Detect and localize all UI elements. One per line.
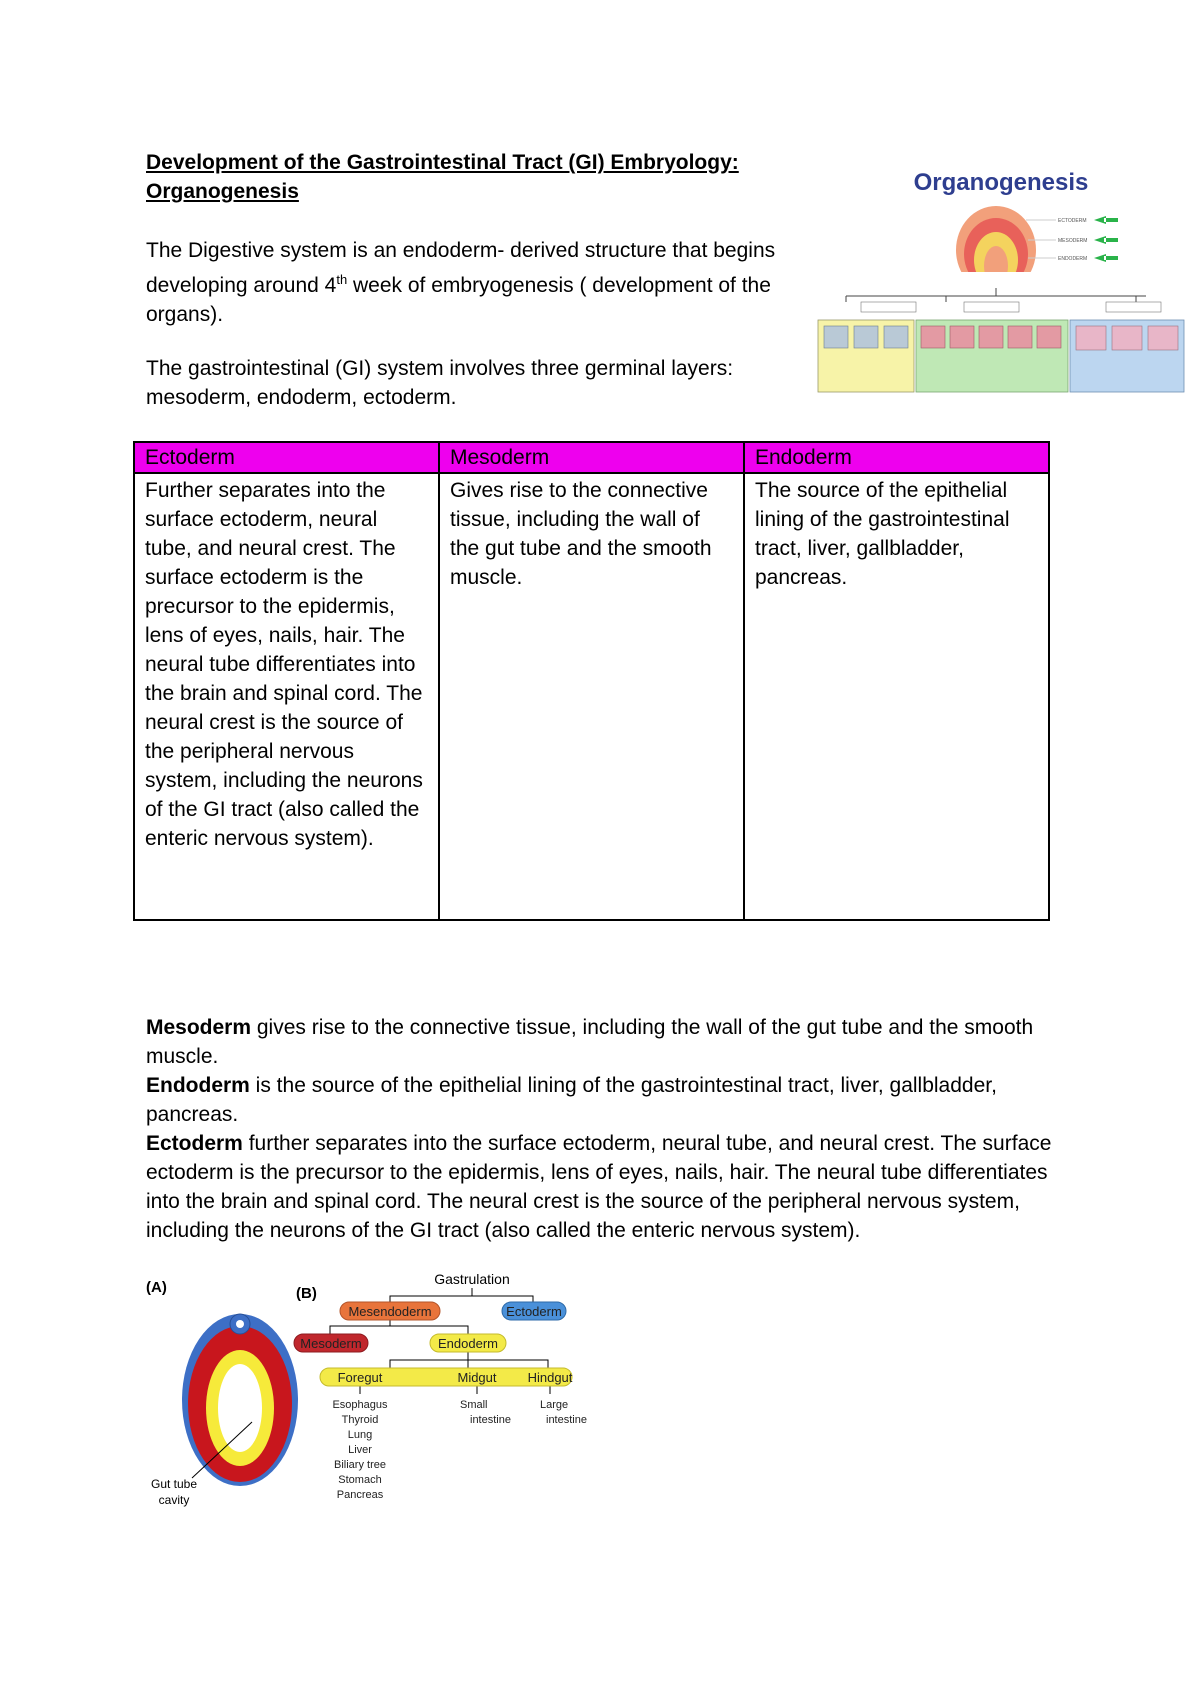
page-title: Development of the Gastrointestinal Tract (GI) Embryology: Organogenesis	[146, 151, 739, 203]
panel-label-a: (A)	[146, 1279, 167, 1296]
cell-endoderm: The source of the epithelial lining of the gastrointestinal tract, liver, gallbladder, pancreas.	[744, 473, 1049, 920]
gut-tube-figure	[140, 1270, 310, 1520]
header-mesoderm: Mesoderm	[439, 442, 744, 473]
text-mesoderm: gives rise to the connective tissue, including the wall of the gut tube and the smooth muscle.	[146, 1016, 1034, 1068]
summary-section	[146, 1013, 1071, 1245]
foregut-item: Pancreas	[336, 1489, 384, 1501]
cell-ectoderm: Further separates into the surface ectoderm, neural tube, and neural crest. The surface ectoderm is the precursor to the epidermis, lens of eyes, nails, hair. The neural tube differentiates into the brain and spinal cord. The neural crest is the source of the peripheral nervous system, including the neurons of the GI tract (also called the enteric nervous system).	[134, 473, 439, 920]
foregut-item: Liver	[348, 1444, 372, 1456]
germinal-layer-table	[133, 441, 1050, 921]
header-endoderm: Endoderm	[744, 442, 1049, 473]
cell-type-panels	[818, 320, 1184, 392]
node-hindgut: Hindgut	[527, 1370, 573, 1385]
foregut-item: Stomach	[338, 1474, 382, 1486]
gut-tube-cross-section	[182, 1314, 298, 1486]
panel-label-b: (B)	[296, 1285, 317, 1302]
term-endoderm: Endoderm	[146, 1074, 250, 1097]
layer-label-endoderm: ENDODERM	[1058, 256, 1088, 262]
summary-mesoderm	[146, 1013, 1071, 1071]
term-mesoderm: Mesoderm	[146, 1016, 252, 1039]
foregut-item: Esophagus	[332, 1399, 388, 1411]
layer-label-ectoderm: ECTODERM	[1058, 218, 1087, 224]
layer-label-mesoderm: MESODERM	[1058, 238, 1088, 244]
node-ectoderm: Ectoderm	[506, 1304, 562, 1319]
table-row	[134, 473, 1049, 920]
foregut-item: Lung	[347, 1429, 373, 1441]
hindgut-item: intestine	[546, 1414, 587, 1426]
node-foregut: Foregut	[337, 1370, 383, 1385]
summary-endoderm	[146, 1071, 1071, 1129]
table-header-row	[134, 442, 1049, 473]
gastrulation-tree-figure	[290, 1270, 620, 1560]
node-mesendoderm: Mesendoderm	[348, 1304, 432, 1319]
intro-paragraph-2: The gastrointestinal (GI) system involves three germinal layers: mesoderm, endoderm, ectoderm.	[146, 357, 734, 409]
intro-paragraph-1	[146, 236, 786, 329]
foregut-item: Thyroid	[341, 1414, 379, 1426]
intro-text-a: The Digestive system is an endoderm- derived structure that begins developing around 4	[146, 239, 776, 297]
organogenesis-figure	[816, 168, 1186, 394]
layer-arrows	[1026, 216, 1118, 262]
summary-ectoderm	[146, 1129, 1071, 1245]
midgut-list	[460, 1399, 511, 1426]
text-endoderm: is the source of the epithelial lining of the gastrointestinal tract, liver, gallbladder, pancreas.	[146, 1074, 997, 1126]
node-endoderm: Endoderm	[438, 1336, 498, 1351]
node-midgut: Midgut	[457, 1370, 497, 1385]
midgut-item: Small	[460, 1399, 488, 1411]
term-ectoderm: Ectoderm	[146, 1132, 243, 1155]
cell-mesoderm: Gives rise to the connective tissue, including the wall of the gut tube and the smooth muscle.	[439, 473, 744, 920]
text-ectoderm: further separates into the surface ectoderm, neural tube, and neural crest. The surface ectoderm is the precursor to the epidermis, lens of eyes, nails, hair. The neural tube differentiates into the brain and spinal cord. The neural crest is the source of the peripheral nervous system, including the neurons of the GI tract (also called the enteric nervous system).	[146, 1132, 1052, 1242]
foregut-list	[332, 1399, 388, 1501]
intro-text-b: week of embryogenesis ( development of the organs).	[146, 274, 771, 326]
node-gastrulation: Gastrulation	[434, 1271, 510, 1287]
node-mesoderm: Mesoderm	[300, 1336, 362, 1351]
hindgut-item: Large	[540, 1399, 569, 1411]
hindgut-list	[540, 1399, 587, 1426]
midgut-item: intestine	[470, 1414, 511, 1426]
intro-superscript: th	[336, 272, 348, 287]
foregut-item: Biliary tree	[334, 1459, 386, 1471]
header-ectoderm: Ectoderm	[134, 442, 439, 473]
gut-label-line2: cavity	[158, 1493, 190, 1507]
gut-label-line1: Gut tube	[150, 1477, 198, 1491]
organogenesis-title: Organogenesis	[913, 169, 1089, 196]
